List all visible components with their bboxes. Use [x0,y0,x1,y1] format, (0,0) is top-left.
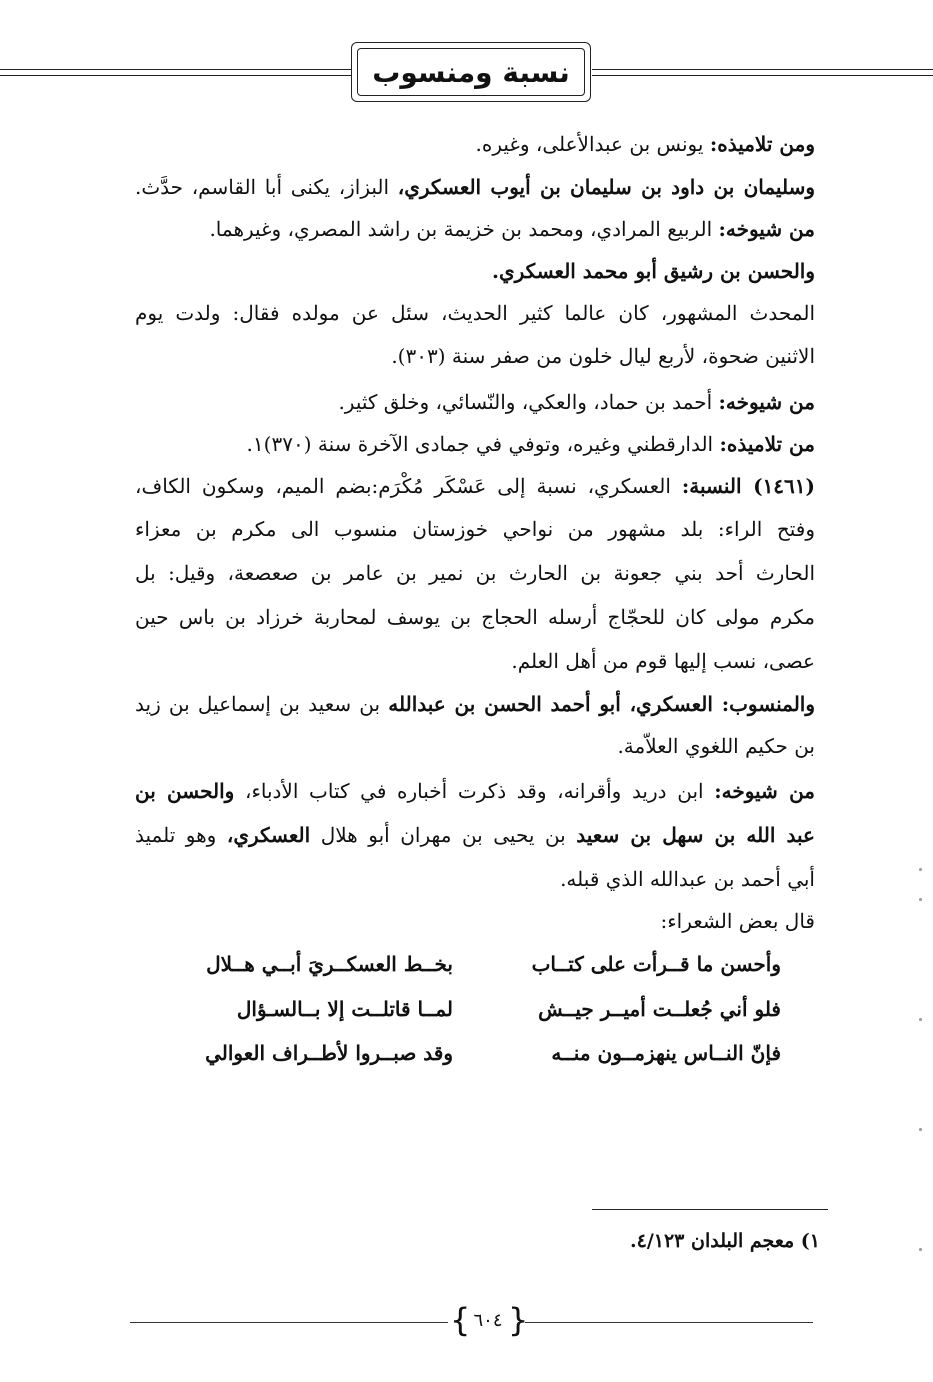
scan-speck [919,898,922,901]
line-17-text: بن يحيى بن مهران أبو هلال [310,823,577,847]
label-students: من تلاميذه: [719,432,815,456]
line-1-text: يونس بن عبدالأعلى، وغيره. [475,132,710,156]
entry-name-sulayman: وسليمان بن داود بن سليمان بن أيوب العسكري، [397,175,815,199]
page-number-rule-left [130,1322,448,1323]
scan-speck [919,1128,922,1131]
poem-verse-2-first-hemistich: فلو أني جُعلــت أميــر جيــش [538,997,781,1021]
page-number-rule-right [525,1322,813,1323]
header-title-frame [351,42,591,102]
line-11-text: الحارث أحد بني جعونة بن الحارث بن نمير بن عامر بن صعصعة، وقيل: بل [135,561,815,585]
text-line-14 [135,691,815,717]
name-askari: العسكري، [226,823,311,847]
text-line-2 [135,174,815,200]
poem-verse-3-first-hemistich: فإنّ النــاس ينهزمــون منــه [551,1041,781,1065]
text-line-12 [135,604,815,630]
text-line-8 [247,431,815,457]
poem-verse-3-second-hemistich: وقد صبــروا لأطــراف العوالي [205,1041,453,1065]
poem-verse-1-second-hemistich: بخــط العسكــريَ أبــي هــلال [206,952,453,976]
text-line-13 [511,648,815,674]
text-line-10 [135,516,815,542]
scan-speck [919,1018,922,1021]
page-header-title: نسبة ومنسوب [372,55,570,89]
poem-verse-1-first-hemistich: وأحسن ما قــرأت على كتــاب [531,952,781,976]
line-18-text: أبي أحمد بن عبدالله الذي قبله. [560,867,815,891]
header-rule-right [592,66,933,80]
text-line-1 [476,131,816,157]
scan-speck [919,868,922,871]
text-line-6 [391,343,815,369]
line-3-text: الربيع المرادي، ومحمد بن خزيمة بن راشد المصري، وغيرهما. [209,217,719,241]
line-16-text: ابن دريد وأقرانه، وقد ذكرت أخباره في كتاب الأدباء، [234,779,715,803]
text-line-9 [135,473,815,499]
name-hasan-ibn: والحسن بن [135,779,235,803]
line-19-text: قال بعض الشعراء: [660,909,815,933]
line-6-text: الاثنين ضحوة، لأربع ليال خلون من صفر سنة (٣٠٣). [391,344,815,368]
text-line-7 [338,389,815,415]
text-line-11 [135,560,815,586]
name-abdullah-ibn-sahl: عبد الله بن سهل بن سعيد [576,823,815,847]
text-line-16 [135,778,815,804]
scan-speck [919,1248,922,1251]
line-15-text: بن حكيم اللغوي العلاّمة. [617,734,815,758]
poem-verse-2-second-hemistich: لمــا قاتلــت إلا بــالسـؤال [236,997,453,1021]
text-line-5 [135,300,815,326]
line-12-text: مكرم مولى كان للحجّاج أرسله الحجاج بن يوسف لمحاربة خرزاد بن باس حين [135,605,815,629]
line-17-text-2: وهو تلميذ [135,823,227,847]
line-5-text: المحدث المشهور، كان عالما كثير الحديث، سئل عن مولده فقال: ولدت يوم [135,301,815,325]
entry-number-nisba: (١٤٦١) النسبة: [681,474,815,498]
line-8-text: الدارقطني وغيره، وتوفي في جمادى الآخرة سنة (٣٧٠)١. [246,432,720,456]
text-line-4 [492,258,815,284]
line-13-text: عصى، نسب إليها قوم من أهل العلم. [511,649,815,673]
text-line-17 [135,822,815,848]
label-teachers: من شيوخه: [714,779,816,803]
label-students: ومن تلاميذه: [709,132,815,156]
footnote-separator [592,1209,828,1210]
page-number: ٦٠٤ [473,1310,503,1331]
line-2-text: البزاز، يكنى أبا القاسم، حدَّث. [135,175,398,199]
line-14-text: بن سعيد بن إسماعيل بن زيد [135,692,389,716]
line-10-text: وفتح الراء: بلد مشهور من نواحي خوزستان منسوب الى مكرم بن معزاء [135,517,815,541]
text-line-18 [560,866,815,892]
line-9-text: العسكري، نسبة إلى عَسْكَر مُكْرَم:بضم الميم، وسكون الكاف، [135,474,682,498]
header-title-inner-frame [357,48,585,96]
label-teachers: من شيوخه: [718,390,815,414]
footnote: ١) معجم البلدان ٤/١٢٣. [630,1230,820,1252]
label-teachers: من شيوخه: [718,217,815,241]
label-mansub: والمنسوب: العسكري، أبو أحمد الحسن بن عبدالله [388,692,816,716]
text-line-19 [661,908,816,934]
page-number-brace-right: } [508,1301,529,1339]
header-rule-left [0,66,352,80]
entry-name-hasan-rashiq: والحسن بن رشيق أبو محمد العسكري. [492,259,815,283]
text-line-3 [209,216,815,242]
text-line-15 [617,733,815,759]
line-7-text: أحمد بن حماد، والعكي، والنّسائي، وخلق كثير. [338,390,719,414]
page-number-brace-left: { [450,1301,471,1339]
